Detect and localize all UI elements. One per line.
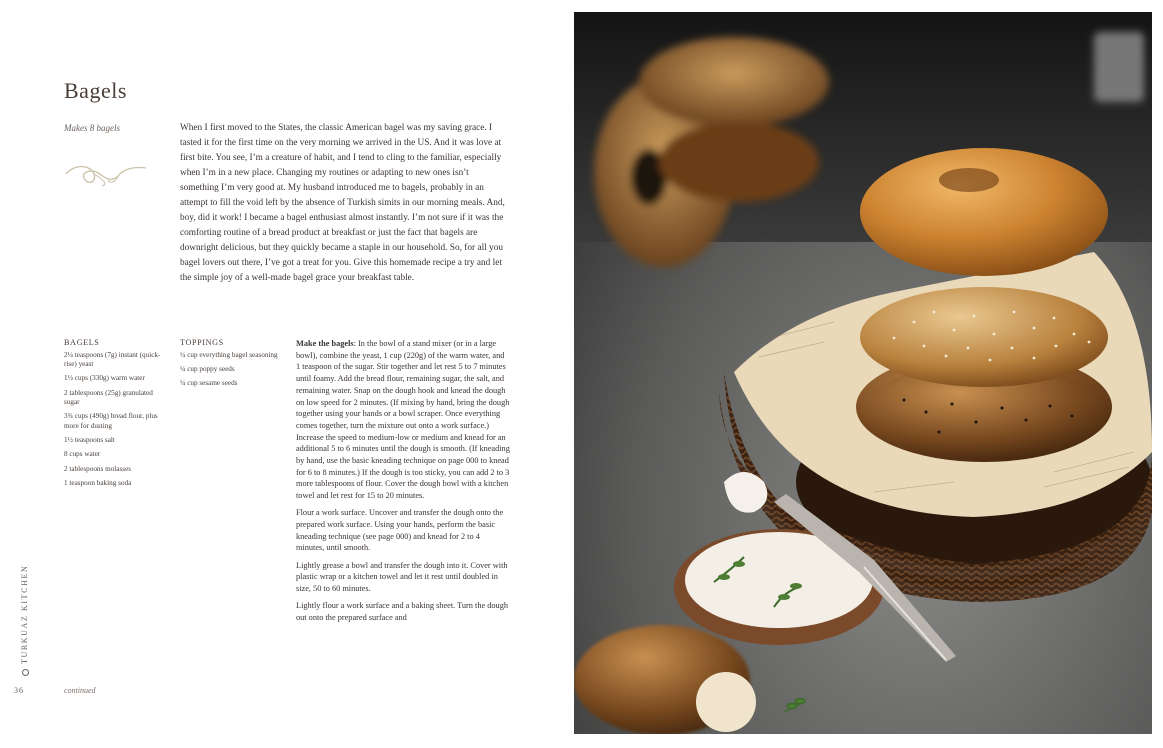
- bagels-heading: BAGELS: [64, 338, 100, 347]
- running-head: [20, 565, 29, 676]
- method-paragraph: Lightly grease a bowl and transfer the dough into it. Cover with plastic wrap or a kitchen towel and let it rest until doubled in size, 50 to 60 minutes.: [296, 560, 508, 594]
- bagels-photo: [574, 12, 1152, 734]
- ingredient-item: 8 cups water: [64, 450, 101, 459]
- photo-illustration: [574, 12, 1152, 734]
- step-text: : In the bowl of a stand mixer (or in a large bowl), combine the yeast, 1 cup (220g) of the warm water, and 1 teaspoon of the sugar. Stir together and let rest 5 to 7 minutes until foamy. Add the bread flour, remaining sugar, the salt, and remaining water. Snap on the dough hook and knead the dough on low speed for 2 minutes. (If mixing by hand, bring the dough together using your hands or a bowl scraper. Once everything comes together, turn the mixture out onto a work surface.) Increase the speed to medium-low or medium and knead for an additional 5 to 6 minutes until the dough is smooth. (If kneading by hand, use the basic kneading technique on page 000 to knead for 6 to 8 minutes.) If the dough is too sticky, you can add 2 to 3 more tablespoons of flour. Cover the dough bowl with a kitchen towel and let rest for 15 to 20 minutes.: [296, 339, 510, 501]
- ingredient-item: ¼ cup sesame seeds: [180, 378, 238, 387]
- bagel-ingredients: [64, 338, 164, 493]
- ingredient-item: 2 tablespoons molasses: [64, 464, 132, 473]
- recipe-yield: Makes 8 bagels: [64, 123, 120, 133]
- ingredient-item: 2 tablespoons (25g) granulated sugar: [64, 388, 153, 407]
- topping-ingredient-list: [180, 351, 280, 389]
- bagel-ingredient-list: [64, 351, 164, 489]
- ingredient-item: ¼ cup poppy seeds: [180, 364, 235, 373]
- flourish-ornament: [64, 160, 148, 188]
- method-paragraph: Flour a work surface. Uncover and transfer the dough onto the prepared work surface. Using your hands, perform the basic kneading technique (see page 000) and knead for 2 to 4 minutes, until smooth.: [296, 508, 504, 553]
- logo-mark-icon: [22, 669, 29, 676]
- recipe-title: Bagels: [64, 78, 127, 103]
- running-head-text: TURKUAZ KITCHEN: [20, 564, 29, 664]
- ingredient-item: 1 teaspoon baking soda: [64, 478, 132, 487]
- ingredient-item: 3¾ cups (490g) bread flour, plus more for dusting: [64, 412, 158, 430]
- page-number: 36: [14, 686, 24, 695]
- method-step-1: [296, 338, 510, 502]
- continued-label: continued: [64, 686, 96, 695]
- step-label: Make the bagels: [296, 339, 354, 348]
- ingredient-item: ¼ cup everything bagel seasoning: [180, 350, 278, 359]
- method-paragraph: Lightly flour a work surface and a baking sheet. Turn the dough out onto the prepared surface and: [296, 601, 508, 622]
- method-text: [296, 338, 510, 629]
- ingredient-item: 2¼ teaspoons (7g) instant (quick-rise) yeast: [64, 350, 161, 369]
- ingredient-item: 1½ teaspoons salt: [64, 436, 115, 445]
- left-page: [0, 0, 574, 748]
- ingredient-item: 1½ cups (330g) warm water: [64, 374, 145, 383]
- toppings-heading: TOPPINGS: [180, 338, 224, 347]
- intro-paragraph: When I first moved to the States, the classic American bagel was my saving grace. I tasted it for the first time on the very morning we arrived in the US. And it was love at first bite. You see, I’m a creature of habit, and I tend to cling to the familiar, especially when I’m in a new place. Changing my routines or adapting to new ones isn’t something I’m very good at. My husband introduced me to bagels, probably in an attempt to fill the void left by the absence of Turkish simits in our morning meals. And, boy, did it work! I became a bagel enthusiast almost instantly. I’m not sure if it was the comforting routine of a bread product at breakfast or just the fact that bagels are downright delicious, but they quickly became a staple in our household. So, for all you bagel lovers out there, I’ve got a treat for you. Give this homemade recipe a try and let the simple joy of a well-made bagel grace your breakfast table.: [180, 123, 505, 283]
- topping-ingredients: [180, 338, 280, 393]
